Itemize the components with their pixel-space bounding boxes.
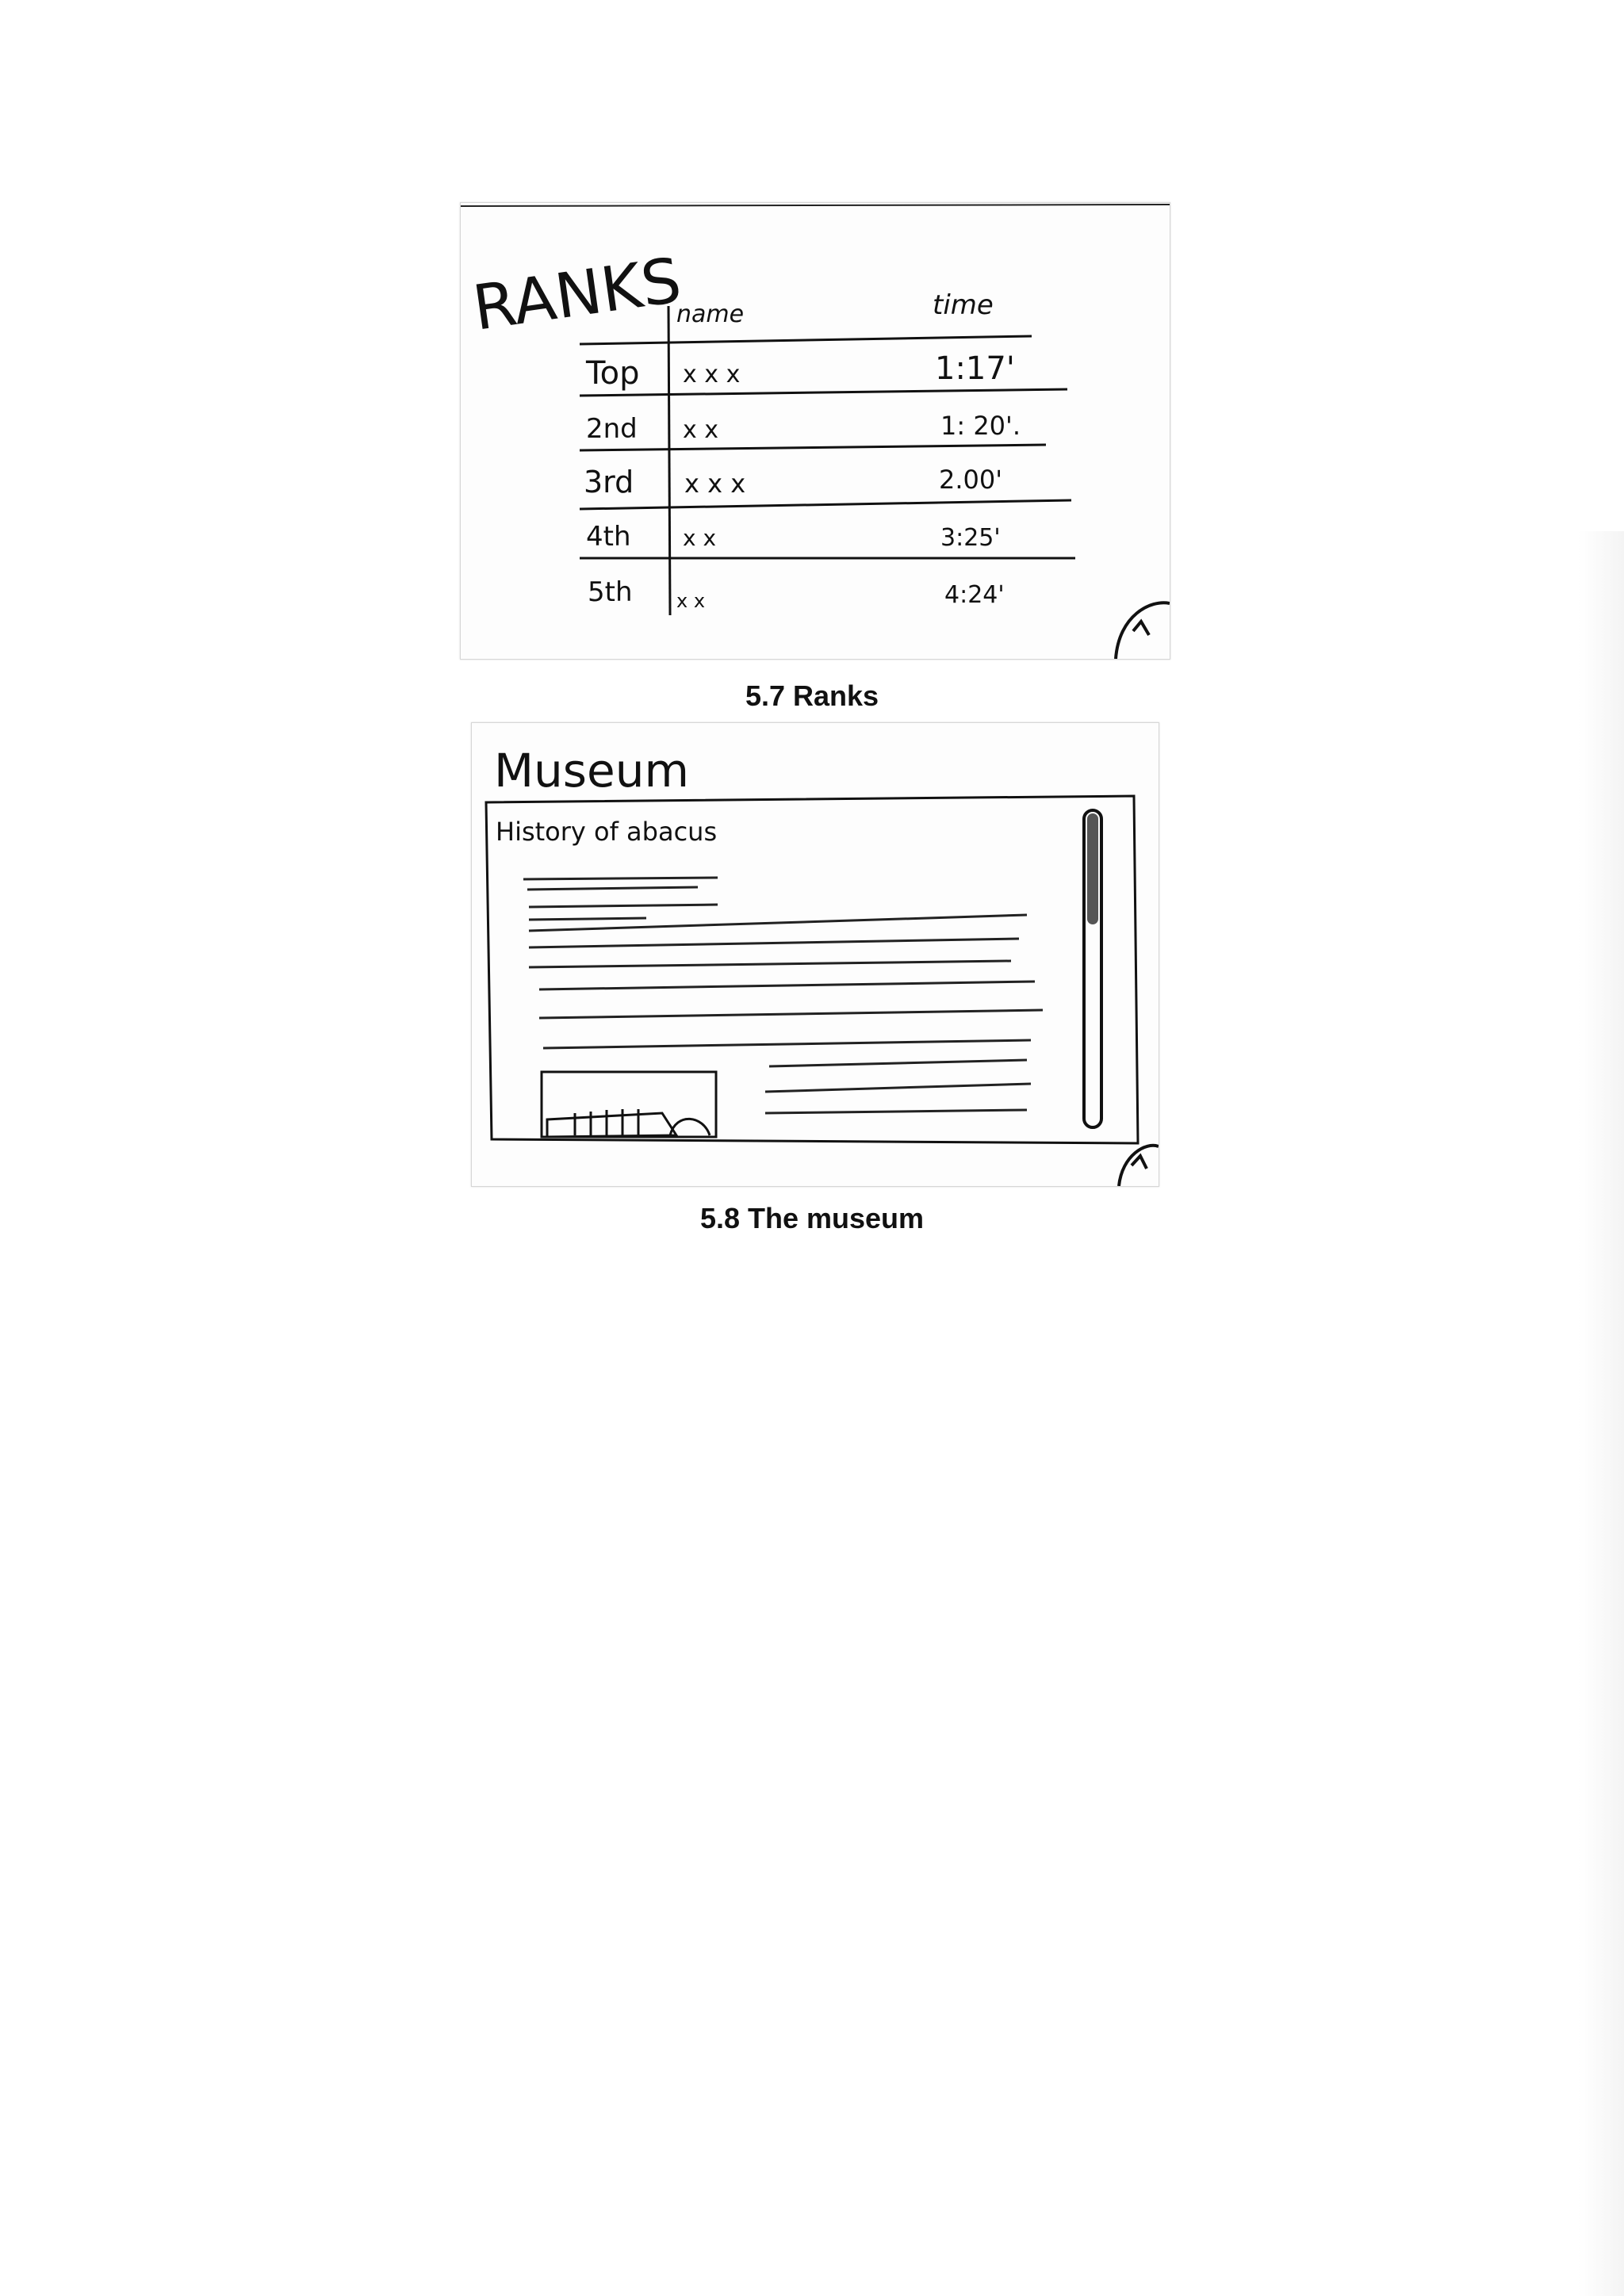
rank-name: x x xyxy=(676,590,706,612)
rank-time: 1:17' xyxy=(935,350,1015,387)
back-arrow-icon[interactable] xyxy=(1119,1146,1159,1186)
rank-label: 2nd xyxy=(586,413,638,445)
row-rule xyxy=(580,445,1046,450)
row-rule xyxy=(580,336,1032,344)
museum-sketch-figure xyxy=(471,722,1159,1187)
column-header-name: name xyxy=(676,300,745,328)
column-header-time: time xyxy=(933,289,994,321)
rank-label: 3rd xyxy=(584,465,634,499)
ranks-sketch-figure xyxy=(460,202,1170,660)
ranks-title: RANKS xyxy=(469,245,686,345)
museum-sketch xyxy=(472,723,1159,1186)
rank-row xyxy=(586,521,1001,553)
rank-row xyxy=(588,576,1005,612)
rank-name: x x x xyxy=(683,361,741,388)
vertical-scrollbar[interactable] xyxy=(1084,810,1101,1127)
scrollbar-thumb[interactable] xyxy=(1087,813,1098,924)
rank-name: x x xyxy=(683,525,717,551)
rank-time: 2.00' xyxy=(939,465,1003,495)
rank-time: 4:24' xyxy=(944,581,1005,609)
column-divider xyxy=(668,306,670,615)
rank-time: 1: 20'. xyxy=(940,411,1021,441)
ranks-sketch xyxy=(461,203,1170,659)
figure-caption: 5.8 The museum xyxy=(699,1202,925,1234)
rank-label: Top xyxy=(586,355,640,392)
museum-title: Museum xyxy=(494,744,689,798)
rank-row xyxy=(585,350,1015,392)
text-lines xyxy=(523,878,1043,1113)
row-rule xyxy=(580,389,1067,396)
rank-time: 3:25' xyxy=(940,524,1001,552)
abacus-image-icon xyxy=(542,1072,716,1137)
rank-label: 4th xyxy=(586,521,631,553)
page-edge-shade xyxy=(1578,531,1624,2296)
rank-name: x x xyxy=(683,416,719,444)
rank-row xyxy=(584,465,1002,499)
back-arrow-icon[interactable] xyxy=(1116,603,1170,659)
section-heading: History of abacus xyxy=(496,817,718,847)
rank-label: 5th xyxy=(588,576,633,608)
rank-name: x x x xyxy=(684,469,746,499)
figure-caption: 5.7 Ranks xyxy=(745,679,879,712)
row-rule xyxy=(580,500,1071,509)
rank-row xyxy=(586,411,1021,445)
